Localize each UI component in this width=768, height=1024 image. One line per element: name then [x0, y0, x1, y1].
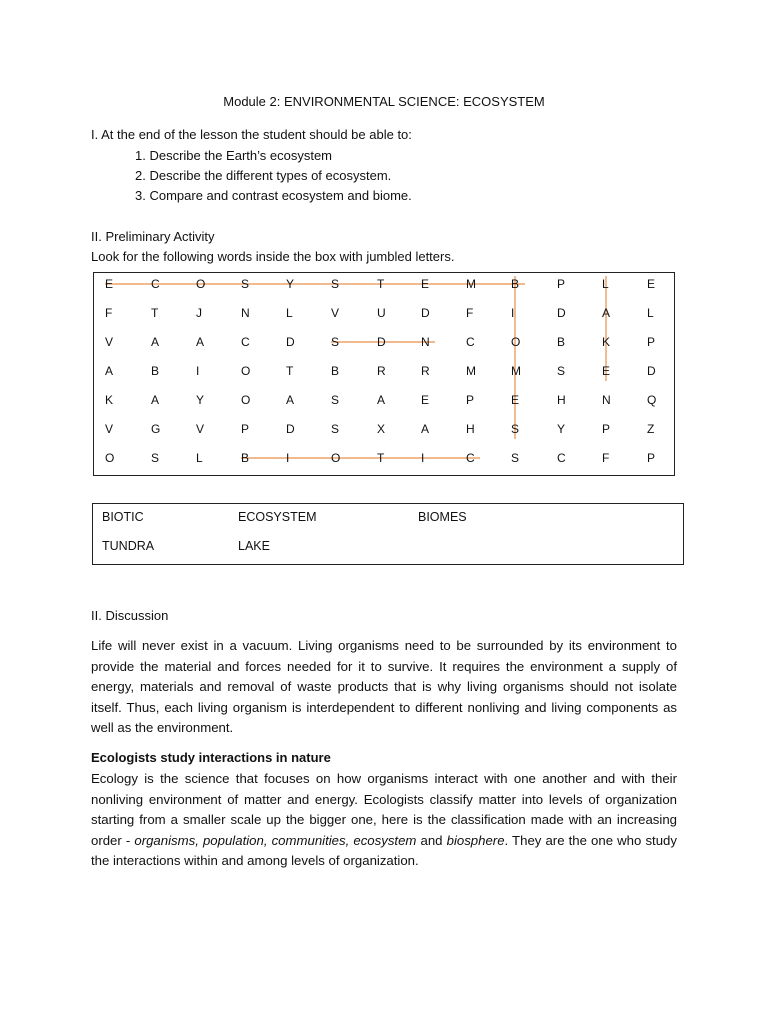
grid-letter: U	[377, 306, 386, 320]
grid-letter: S	[331, 393, 340, 407]
grid-letter: S	[331, 335, 340, 349]
grid-letter: O	[331, 451, 341, 465]
grid-letter: A	[286, 393, 295, 407]
grid-letter: V	[331, 306, 340, 320]
word-list-item: ECOSYSTEM	[238, 510, 317, 524]
word-list-item: BIOTIC	[102, 510, 144, 524]
grid-letter: A	[196, 335, 205, 349]
grid-letter: P	[647, 451, 656, 465]
grid-letter: I	[511, 306, 515, 320]
objectives-heading: I. At the end of the lesson the student should be able to:	[91, 127, 412, 142]
grid-letter: J	[196, 306, 202, 320]
grid-letter: P	[466, 393, 475, 407]
grid-letter: O	[105, 451, 115, 465]
grid-letter: C	[557, 451, 566, 465]
grid-letter: F	[466, 306, 474, 320]
levels-list: organisms, population, communities, ecosystem	[134, 832, 417, 848]
word-search-grid	[93, 272, 675, 476]
grid-letter: Y	[196, 393, 205, 407]
grid-letter: V	[105, 422, 114, 436]
grid-letter: N	[602, 393, 611, 407]
word-list-item: TUNDRA	[102, 539, 155, 553]
discussion-paragraph: Life will never exist in a vacuum. Living organisms need to be surrounded by its environment to provide the material and forces needed for it to survive. It requires the environment a supply of energy, materials and removal of waste products that is why living organisms should not isolate itself. Thus, each living organism is interdependent to different nonliving and living components as well as the environment.	[91, 638, 677, 735]
grid-letter: T	[151, 306, 159, 320]
grid-letter: B	[151, 364, 160, 378]
ecologists-text-end: . They are the one who study the interactions within and among levels of organization.	[91, 832, 677, 868]
ecologists-text: Ecology is the science that focuses on how organisms interact with one another and with their nonliving environment of matter and energy. Ecologists classify matter into levels of organization starting from a smaller scale up the bigger one, here is the classification made with an increasing order -	[91, 771, 677, 848]
grid-letter: T	[377, 451, 385, 465]
grid-letter: I	[421, 451, 425, 465]
grid-letter: C	[151, 277, 160, 291]
grid-letter: E	[602, 364, 611, 378]
grid-letter: S	[331, 422, 340, 436]
word-list-item: BIOMES	[418, 510, 467, 524]
grid-letter: P	[647, 335, 656, 349]
grid-letter: D	[647, 364, 656, 378]
grid-letter: Y	[286, 277, 295, 291]
ecologists-heading: Ecologists study interactions in nature	[91, 750, 331, 765]
grid-letter: T	[286, 364, 294, 378]
grid-letter: N	[421, 335, 430, 349]
preliminary-heading: II. Preliminary Activity	[91, 229, 215, 244]
grid-letter: A	[151, 335, 160, 349]
grid-letter: I	[286, 451, 290, 465]
conjunction: and	[416, 832, 447, 848]
grid-letter: D	[286, 422, 295, 436]
preliminary-instruction: Look for the following words inside the box with jumbled letters.	[91, 249, 455, 264]
grid-letter: K	[105, 393, 114, 407]
grid-letter: X	[377, 422, 386, 436]
grid-letter: C	[466, 335, 475, 349]
grid-letter: N	[241, 306, 250, 320]
grid-letter: O	[511, 335, 521, 349]
grid-letter: A	[151, 393, 160, 407]
grid-letter: L	[196, 451, 203, 465]
grid-letter: S	[241, 277, 250, 291]
grid-letter: P	[602, 422, 611, 436]
grid-letter: A	[421, 422, 430, 436]
grid-letter: F	[105, 306, 113, 320]
page-title: Module 2: ENVIRONMENTAL SCIENCE: ECOSYSTEM	[223, 94, 545, 109]
grid-letter: V	[196, 422, 205, 436]
grid-letter: A	[105, 364, 114, 378]
grid-letter: B	[557, 335, 566, 349]
grid-letter: E	[421, 277, 430, 291]
grid-letter: A	[377, 393, 386, 407]
grid-letter: L	[647, 306, 654, 320]
grid-letter: M	[466, 364, 476, 378]
word-list-item: LAKE	[238, 539, 270, 553]
grid-letter: S	[151, 451, 160, 465]
discussion-heading: II. Discussion	[91, 608, 169, 623]
grid-letter: O	[241, 364, 251, 378]
grid-letter: T	[377, 277, 385, 291]
grid-letter: D	[286, 335, 295, 349]
grid-letter: E	[421, 393, 430, 407]
objective-item: 1. Describe the Earth’s ecosystem	[135, 148, 333, 163]
objective-item: 2. Describe the different types of ecosystem.	[135, 168, 392, 183]
grid-letter: B	[511, 277, 520, 291]
grid-letter: E	[647, 277, 656, 291]
grid-letter: D	[421, 306, 430, 320]
grid-letters	[105, 277, 656, 465]
biosphere-term: biosphere	[446, 832, 505, 848]
grid-letter: R	[377, 364, 386, 378]
grid-letter: Z	[647, 422, 655, 436]
grid-letter: M	[466, 277, 476, 291]
grid-letter: H	[557, 393, 566, 407]
grid-letter: G	[151, 422, 161, 436]
ecologists-paragraph	[91, 769, 677, 872]
grid-letter: R	[421, 364, 430, 378]
grid-letter: B	[241, 451, 250, 465]
grid-letter: E	[105, 277, 114, 291]
grid-letter: E	[511, 393, 520, 407]
grid-letter: V	[105, 335, 114, 349]
grid-letter: P	[241, 422, 250, 436]
grid-letter: C	[466, 451, 475, 465]
grid-letter: A	[602, 306, 611, 320]
grid-letter: F	[602, 451, 610, 465]
grid-letter: D	[557, 306, 566, 320]
grid-letter: I	[196, 364, 200, 378]
grid-letter: D	[377, 335, 386, 349]
grid-letter: O	[196, 277, 206, 291]
objective-item: 3. Compare and contrast ecosystem and biome.	[135, 188, 412, 203]
grid-letter: S	[511, 451, 520, 465]
grid-letter: C	[241, 335, 250, 349]
word-list-box	[92, 503, 684, 565]
grid-letter: B	[331, 364, 340, 378]
grid-letter: K	[602, 335, 611, 349]
grid-letter: S	[557, 364, 566, 378]
grid-letter: Y	[557, 422, 566, 436]
grid-letter: S	[331, 277, 340, 291]
found-word-highlights	[105, 276, 606, 458]
grid-letter: Q	[647, 393, 657, 407]
grid-letter: L	[286, 306, 293, 320]
grid-letter: H	[466, 422, 475, 436]
grid-letter: O	[241, 393, 251, 407]
grid-letter: S	[511, 422, 520, 436]
grid-letter: M	[511, 364, 521, 378]
grid-letter: P	[557, 277, 566, 291]
grid-letter: L	[602, 277, 609, 291]
